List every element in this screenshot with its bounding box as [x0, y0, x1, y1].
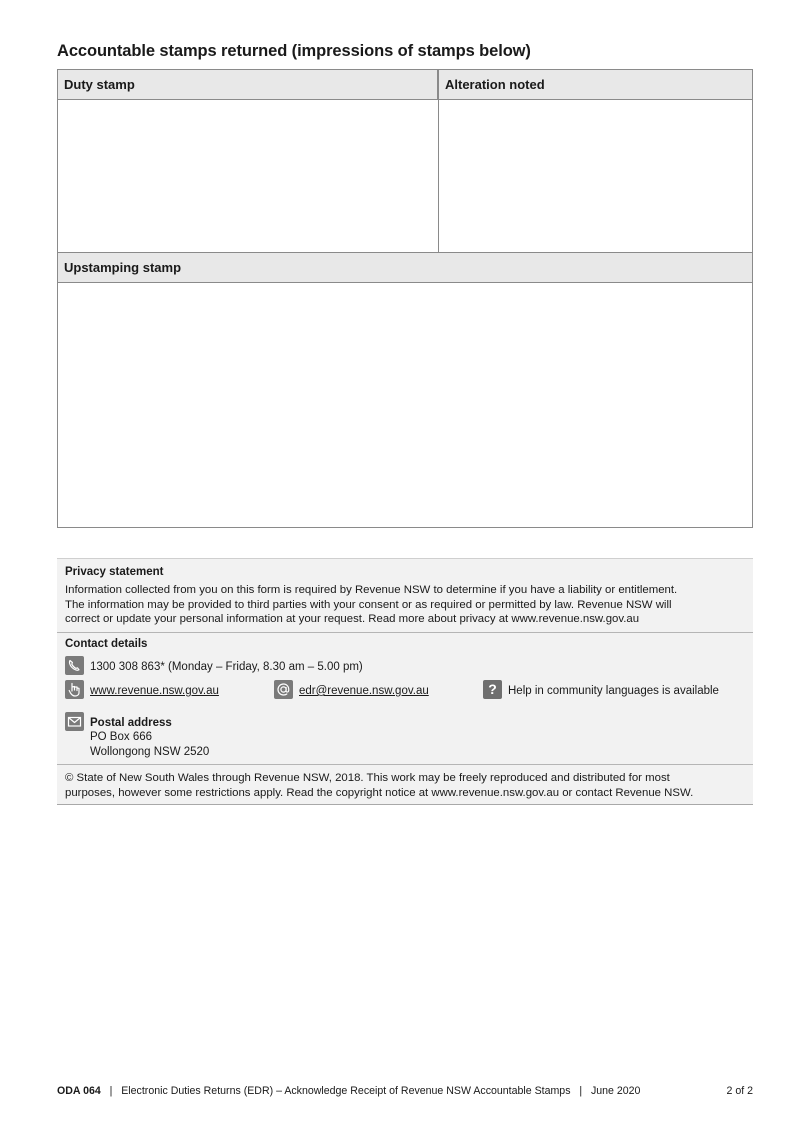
- mail-icon: [65, 712, 84, 731]
- page-number: 2 of 2: [726, 1085, 753, 1097]
- form-date: June 2020: [590, 1085, 641, 1097]
- privacy-line-2: The information may be provided to third parties with your consent or as required or permitted by law. Revenue NSW will: [65, 598, 672, 611]
- page-footer: [57, 1085, 753, 1097]
- copyright-line-2: purposes, however some restrictions apply. Read the copyright notice at www.revenue.nsw.gov.au or contact Revenue NSW.: [65, 786, 694, 799]
- help-icon: ?: [483, 680, 502, 699]
- web-icon: [65, 680, 84, 699]
- duty-stamp-area[interactable]: [58, 100, 438, 253]
- privacy-heading: Privacy statement: [65, 566, 164, 578]
- stamp-table: [57, 69, 753, 528]
- form-code: ODA 064: [57, 1085, 101, 1097]
- phone-icon: [65, 656, 84, 675]
- duty-stamp-header: Duty stamp: [58, 70, 438, 100]
- help-languages-text: Help in community languages is available: [508, 685, 719, 697]
- privacy-line-1: Information collected from you on this form is required by Revenue NSW to determine if you have a liability or entitlement.: [65, 584, 678, 596]
- privacy-line-3: correct or update your personal information at your request. Read more about privacy at www.revenue.nsw.gov.au: [65, 613, 640, 626]
- info-panel: [57, 558, 753, 805]
- footer-separator: |: [109, 1085, 113, 1097]
- section-divider: [57, 764, 753, 765]
- copyright-line-1: © State of New South Wales through Revenue NSW, 2018. This work may be freely reproduced and distributed for most: [65, 772, 670, 784]
- alteration-noted-header: Alteration noted: [439, 70, 752, 100]
- postal-heading: Postal address: [90, 717, 172, 729]
- upstamping-stamp-header: Upstamping stamp: [58, 253, 752, 283]
- alteration-noted-area[interactable]: [439, 100, 752, 253]
- form-description: Electronic Duties Returns (EDR) – Acknowledge Receipt of Revenue NSW Accountable Stamps: [121, 1085, 571, 1097]
- page-title: Accountable stamps returned (impressions of stamps below): [57, 42, 531, 60]
- phone-number: 1300 308 863* (Monday – Friday, 8.30 am – 5.00 pm): [90, 661, 363, 673]
- postal-line-1: PO Box 666: [90, 731, 153, 743]
- website-link[interactable]: www.revenue.nsw.gov.au: [90, 685, 219, 697]
- postal-line-2: Wollongong NSW 2520: [90, 746, 210, 758]
- section-divider: [57, 632, 753, 633]
- email-link[interactable]: edr@revenue.nsw.gov.au: [299, 685, 429, 697]
- upstamping-stamp-area[interactable]: [58, 283, 752, 527]
- footer-separator: |: [579, 1085, 583, 1097]
- column-divider: [438, 70, 439, 253]
- email-icon: [274, 680, 293, 699]
- contact-heading: Contact details: [65, 638, 148, 650]
